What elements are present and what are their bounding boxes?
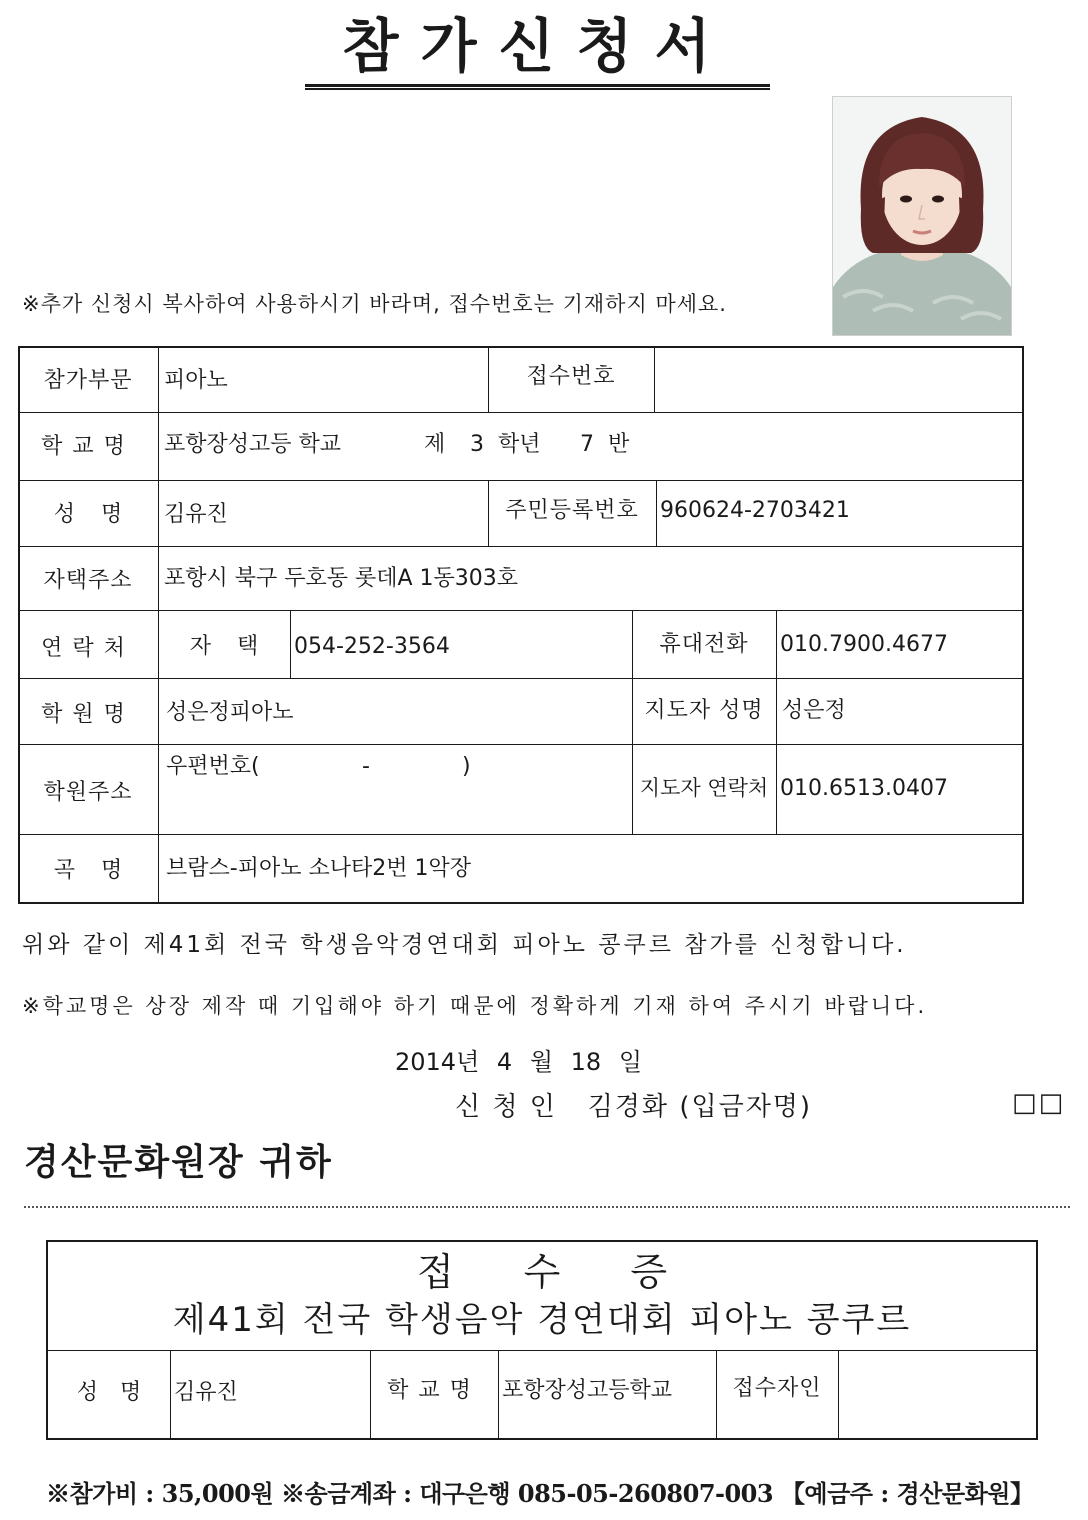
grade-suffix: 학년 (498, 432, 541, 457)
home-phone-value: 054-252-3564 (294, 634, 450, 659)
column-divider (290, 610, 291, 678)
cut-line (24, 1206, 1070, 1208)
mobile-label: 휴대전화 (659, 632, 749, 657)
date-month-label: 월 (529, 1048, 554, 1076)
applicant-label: 신 청 인 (455, 1092, 557, 1122)
date-day: 18 (570, 1048, 602, 1076)
applicant-name: 김경화 (587, 1092, 670, 1122)
receipt-number-label: 접수번호 (526, 364, 616, 389)
rrn-label: 주민등록번호 (505, 498, 639, 523)
receipt-column-divider (838, 1350, 839, 1438)
receipt-subtitle: 제41회 전국 학생음악 경연대회 피아노 콩쿠르 (172, 1300, 912, 1340)
portrait-illustration (833, 97, 1011, 335)
postal-code-dash: - (362, 754, 370, 779)
address-label: 자택주소 (43, 568, 133, 593)
date-month: 4 (496, 1048, 513, 1076)
name-label: 성명 (53, 502, 149, 527)
receipt-school-value: 포항장성고등학교 (502, 1378, 673, 1403)
teacher-name-label: 지도자 성명 (644, 698, 764, 723)
teacher-name-value: 성은정 (782, 698, 846, 723)
row-divider (18, 412, 1022, 413)
title-underline (305, 88, 770, 90)
date-day-label: 일 (618, 1048, 643, 1076)
application-table (18, 346, 1024, 904)
row-divider (18, 480, 1022, 481)
academy-label: 학원명 (41, 702, 135, 727)
section-value: 피아노 (164, 368, 228, 393)
name-value: 김유진 (164, 502, 228, 527)
rrn-value: 960624-2703421 (660, 498, 850, 523)
label-column-divider (158, 346, 159, 902)
top-note: ※추가 신청시 복사하여 사용하시기 바라며, 접수번호는 기재하지 마세요. (22, 292, 727, 316)
teacher-contact-value: 010.6513.0407 (780, 776, 948, 801)
row-divider (18, 744, 1022, 745)
receipt-column-divider (498, 1350, 499, 1438)
class-value: 7 (580, 432, 594, 457)
piece-label: 곡명 (53, 858, 149, 883)
applicant-line (455, 1086, 812, 1123)
receipt-name-value: 김유진 (174, 1380, 238, 1405)
row-divider (18, 546, 1022, 547)
mobile-value: 010.7900.4677 (780, 632, 948, 657)
address-value: 포항시 북구 두호동 롯데A 1동303호 (164, 566, 519, 591)
teacher-contact-label: 지도자 연락처 (639, 776, 769, 800)
row-divider (18, 834, 1022, 835)
column-divider (656, 480, 657, 546)
school-name-note: ※학교명은 상장 제작 때 기입해야 하기 때문에 정확하게 기재 하여 주시기 바랍니다. (22, 994, 928, 1018)
receipt-table (46, 1240, 1038, 1440)
receipt-column-divider (170, 1350, 171, 1438)
row-divider (18, 678, 1022, 679)
grade-prefix: 제 (424, 432, 446, 457)
row-divider (18, 610, 1022, 611)
school-label: 학교명 (41, 434, 135, 459)
class-suffix: 반 (608, 432, 630, 457)
home-phone-label: 자택 (189, 634, 285, 659)
school-value: 포항장성고등 학교 (164, 432, 342, 457)
academy-address-label: 학원주소 (43, 780, 133, 805)
receipt-row-divider (48, 1350, 1036, 1351)
receipt-stamp-label: 접수자인 (732, 1376, 822, 1401)
fee-and-account-info: ※참가비 : 35,000원 ※송금계좌 : 대구은행 085-05-260807-003 【예금주 : 경산문화원】 (46, 1479, 1034, 1508)
postal-code-close: ) (462, 754, 471, 779)
receipt-title: 접수증 (416, 1250, 738, 1294)
receipt-name-label: 성명 (76, 1380, 164, 1405)
applicant-note: (입금자명) (679, 1092, 813, 1122)
grade-value: 3 (470, 432, 484, 457)
receipt-school-label: 학교명 (387, 1378, 481, 1403)
date-year: 2014년 (395, 1048, 480, 1076)
declaration: 위와 같이 제41회 전국 학생음악경연대회 피아노 콩쿠르 참가를 신청합니다. (22, 932, 907, 958)
column-divider (654, 346, 655, 412)
section-label: 참가부문 (43, 368, 133, 393)
document-title: 참가신청서 (305, 8, 770, 87)
table-border (18, 346, 1024, 904)
application-date (395, 1042, 642, 1077)
seal-box: □□ (1012, 1088, 1066, 1118)
academy-value: 성은정피아노 (166, 700, 294, 725)
postal-code-label: 우편번호( (166, 754, 260, 779)
piece-value: 브람스-피아노 소나타2번 1악장 (166, 856, 471, 881)
contact-label: 연락처 (41, 636, 135, 661)
applicant-photo (832, 96, 1012, 336)
addressee: 경산문화원장 귀하 (24, 1141, 333, 1183)
column-divider (776, 610, 777, 834)
